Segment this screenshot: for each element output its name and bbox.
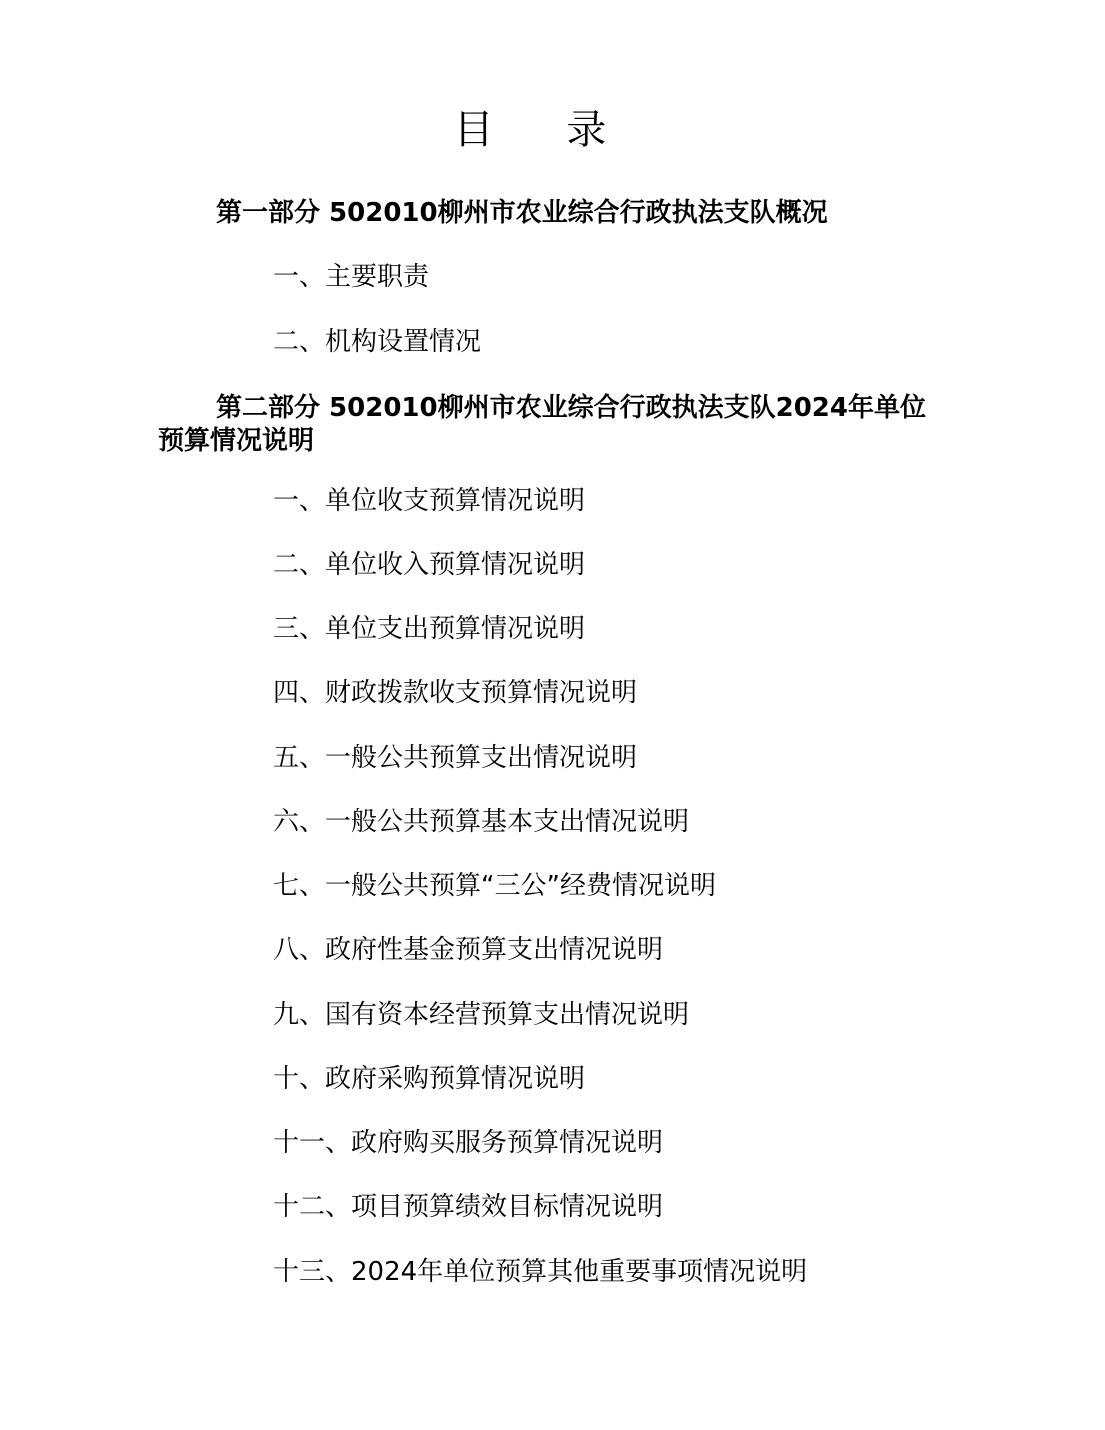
toc-item-part2-11: 十一、政府购买服务预算情况说明 (273, 1128, 664, 1158)
part-2-heading: 第二部分 502010柳州市农业综合行政执法支队2024年单位预算情况说明 (158, 393, 926, 456)
toc-item-part2-2: 二、单位收入预算情况说明 (273, 550, 586, 580)
toc-item-part2-6: 六、一般公共预算基本支出情况说明 (273, 807, 690, 837)
toc-item-part2-13: 十三、2024年单位预算其他重要事项情况说明 (273, 1257, 808, 1287)
toc-item-part2-12: 十二、项目预算绩效目标情况说明 (273, 1192, 664, 1222)
toc-item-part2-5: 五、一般公共预算支出情况说明 (273, 743, 638, 773)
toc-item-part2-10: 十、政府采购预算情况说明 (273, 1064, 586, 1094)
toc-item-part2-1: 一、单位收支预算情况说明 (273, 486, 586, 516)
toc-item-part2-4: 四、财政拨款收支预算情况说明 (273, 678, 638, 708)
toc-item-part1-2: 二、机构设置情况 (273, 327, 482, 357)
toc-item-part1-1: 一、主要职责 (273, 262, 430, 292)
toc-item-part2-3: 三、单位支出预算情况说明 (273, 614, 586, 644)
toc-item-part2-7: 七、一般公共预算“三公”经费情况说明 (273, 871, 716, 901)
toc-title: 目 录 (453, 107, 637, 153)
part-1-heading: 第一部分 502010柳州市农业综合行政执法支队概况 (216, 198, 828, 228)
toc-item-part2-9: 九、国有资本经营预算支出情况说明 (273, 1000, 690, 1030)
toc-item-part2-8: 八、政府性基金预算支出情况说明 (273, 935, 664, 965)
